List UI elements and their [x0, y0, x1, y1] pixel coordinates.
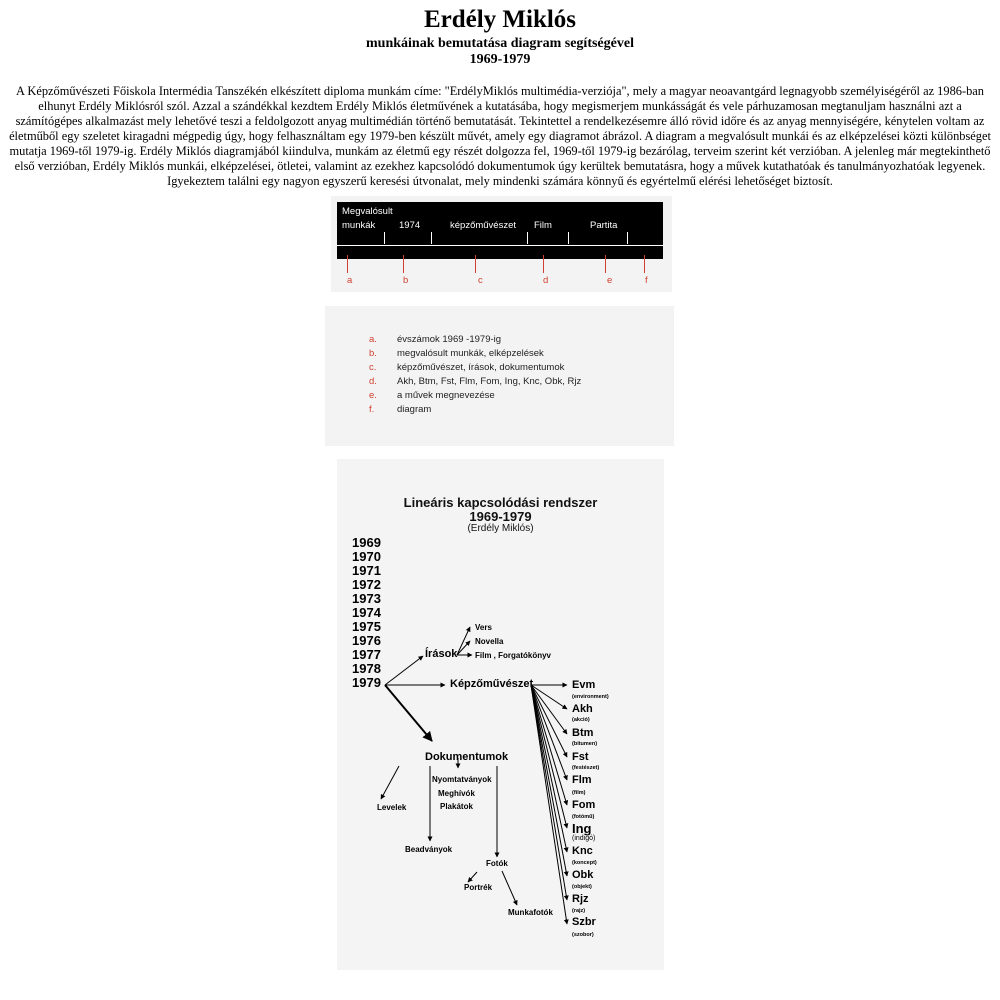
strip-label-munkak: munkák	[342, 220, 376, 231]
year-label: 1969	[352, 535, 381, 550]
diagram-title: Lineáris kapcsolódási rendszer	[403, 495, 598, 510]
year-label: 1970	[352, 549, 381, 564]
legend-item	[369, 348, 544, 360]
year-label: 1978	[352, 661, 381, 676]
code-akh-sub: (akció)	[572, 717, 590, 723]
year-label: 1976	[352, 633, 381, 648]
code-fom-sub: (fotómű)	[572, 814, 595, 820]
code-btm-sub: (bitumen)	[572, 741, 598, 747]
code-szbr: Szbr	[572, 916, 596, 928]
node-kepzomuveszet: Képzőművészet	[450, 678, 534, 690]
node-plakatok: Plakátok	[440, 802, 473, 811]
legend-text: a művek megnevezése	[397, 390, 495, 401]
strip-label-partita: Partita	[590, 220, 618, 231]
node-vers: Vers	[475, 623, 492, 632]
marker-letter-c: c	[478, 275, 483, 286]
linear-system-diagram	[337, 459, 664, 970]
code-evm-sub: (environment)	[572, 694, 609, 700]
node-nyomtatvanyok: Nyomtatványok	[432, 775, 492, 784]
legend-text: képzőművészet, írások, dokumentumok	[397, 362, 565, 373]
strip-divider	[384, 232, 385, 244]
node-film-forgatokonyv: Film , Forgatókönyv	[475, 651, 552, 660]
code-flm: Flm	[572, 774, 592, 786]
marker-tick-e	[605, 255, 606, 273]
diagram-title-years: 1969-1979	[469, 509, 532, 524]
code-obk-sub: (objekt)	[572, 884, 592, 890]
legend-text: Akh, Btm, Fst, Flm, Fom, Ing, Knc, Obk, Rjz	[397, 376, 582, 387]
code-obk: Obk	[572, 869, 594, 881]
code-ing-sub: (indigó)	[572, 835, 596, 842]
timeline-strip-bar	[337, 202, 663, 259]
strip-divider	[627, 232, 628, 244]
page-years: 1969-1979	[469, 52, 531, 67]
marker-letter-e: e	[607, 275, 613, 286]
legend-text: évszámok 1969 -1979-ig	[397, 334, 502, 345]
year-label: 1971	[352, 563, 381, 578]
strip-divider	[568, 232, 569, 244]
legend-text: megvalósult munkák, elképzelések	[397, 348, 544, 359]
code-fst-sub: (festészet)	[572, 765, 600, 771]
code-akh: Akh	[572, 703, 593, 715]
marker-letter-d: d	[543, 275, 549, 286]
legend-item	[369, 376, 581, 388]
node-beadvanyok: Beadványok	[405, 845, 453, 854]
timeline-strip-image	[331, 196, 672, 292]
year-label: 1972	[352, 577, 381, 592]
code-rjz: Rjz	[572, 893, 589, 905]
page-title: Erdély Miklós	[423, 6, 577, 33]
marker-tick-b	[403, 255, 404, 273]
marker-tick-f	[644, 255, 645, 273]
code-evm: Evm	[572, 679, 596, 691]
node-meghivok: Meghívók	[438, 789, 475, 798]
strip-label-megvalosult: Megvalósult	[342, 206, 393, 217]
code-fst: Fst	[572, 751, 589, 763]
legend-item	[369, 390, 495, 402]
marker-tick-c	[475, 255, 476, 273]
legend-item	[369, 404, 431, 416]
marker-letter-b: b	[403, 275, 409, 286]
strip-label-year: 1974	[399, 220, 421, 231]
legend-item	[369, 334, 501, 346]
marker-letter-a: a	[347, 275, 353, 286]
code-knc-sub: (koncept)	[572, 860, 597, 866]
strip-label-kepzomuveszet: képzőművészet	[450, 220, 517, 231]
node-novella: Novella	[475, 637, 504, 646]
year-label: 1974	[352, 605, 381, 620]
legend-letter: e.	[369, 390, 377, 401]
strip-label-film: Film	[534, 220, 552, 231]
strip-divider	[431, 232, 432, 244]
legend-letter: a.	[369, 334, 377, 345]
year-label: 1977	[352, 647, 381, 662]
page-subtitle: munkáinak bemutatása diagram segítségével	[366, 36, 634, 51]
code-knc: Knc	[572, 845, 593, 857]
year-label: 1975	[352, 619, 381, 634]
node-dokumentumok: Dokumentumok	[425, 751, 509, 763]
code-btm: Btm	[572, 727, 594, 739]
code-ing: Ing	[572, 821, 592, 836]
node-fotok: Fotók	[486, 859, 508, 868]
year-label: 1979	[352, 675, 381, 690]
legend-letter: d.	[369, 376, 377, 387]
code-flm-sub: (film)	[572, 790, 586, 796]
legend-letter: c.	[369, 362, 377, 373]
code-rjz-sub: (rajz)	[572, 908, 586, 914]
node-levelek: Levelek	[377, 803, 407, 812]
legend-text: diagram	[397, 404, 432, 415]
legend-letter: f.	[369, 404, 375, 415]
marker-tick-d	[543, 255, 544, 273]
legend-item	[369, 362, 564, 374]
marker-letter-f: f	[645, 275, 648, 286]
node-munkafotok: Munkafotók	[508, 908, 553, 917]
marker-tick-a	[347, 255, 348, 273]
node-irasok: Írások	[425, 648, 458, 660]
diagram-arrows	[337, 459, 664, 970]
diagram-author: (Erdély Miklós)	[467, 523, 534, 534]
strip-divider	[527, 232, 528, 244]
code-szbr-sub: (szobor)	[572, 932, 594, 938]
strip-baseline	[337, 245, 663, 246]
legend-letter: b.	[369, 348, 377, 359]
node-portrek: Portrék	[464, 883, 493, 892]
year-label: 1973	[352, 591, 381, 606]
intro-paragraph: A Képzőművészeti Főiskola Intermédia Tanszékén elkészített diploma munkám címe: "ErdélyMiklós multimédia-verziója", mely a magyar neoavantgárd legnagyobb személyiségéről az 1986-ban elhunyt Erdély Miklósról szól. Azzal a szándékkal kezdtem Erdély Miklós életművének a kutatásába, hogy megismerjem munkásságát és vele párhuzamosan megtanuljam használni azt a számítógépes alkalmazást mely lehetővé teszi a feldolgozott anyag multimédián történő bemutatását. Tekintettel a rendelkezésemre álló rövid időre és az anyag mennyiségére, kénytelen voltam az életműből egy szeletet kiragadni mégpedig úgy, hogy felhasználtam egy 1979-ben készült művét, amely egy diagramot ábrázol. A diagram a megvalósult munkái és az elképzelései közti különbséget mutatja 1969-től 1979-ig. Erdély Miklós diagramjából kiindulva, munkám az életmű egy részét dolgozza fel, 1969-től 1979-ig bezárólag, terveim szerint két verzióban. A jelenleg már megtekinthető első verzióban, Erdély Miklós munkái, elképzelései, ötletei, valamint az ezekhez kapcsolódó dokumentumok úgy kerültek bemutatásra, hogy a művek kutathatóak és tanulmányozhatóak legyenek. Igyekeztem találni egy nagyon egyszerű keresési útvonalat, mely mindenki számára könnyű és egyértelmű elérési lehetőséget biztosít.	[9, 84, 991, 188]
legend-image	[325, 306, 674, 446]
code-fom: Fom	[572, 799, 596, 811]
